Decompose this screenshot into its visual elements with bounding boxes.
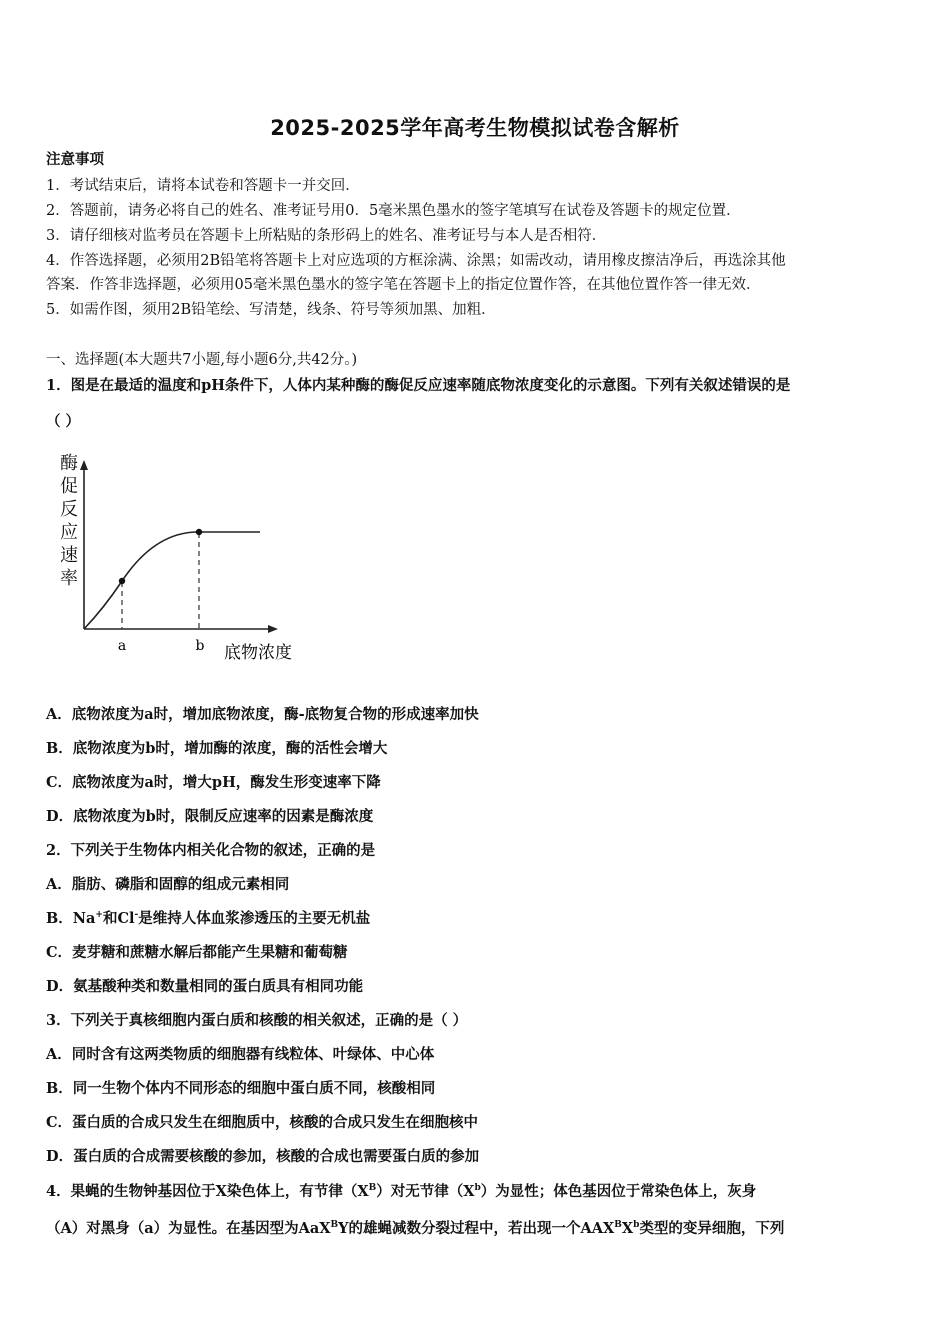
notice-item: 答案．作答非选择题，必须用05毫米黑色墨水的签字笔在答题卡上的指定位置作答，在其他位置作答一律无效．: [46, 277, 761, 293]
question-2-option-c[interactable]: C．麦芽糖和蔗糖水解后都能产生果糖和葡萄糖: [46, 944, 348, 961]
question-4-stem-line1: 4．果蝇的生物钟基因位于X染色体上，有节律$(X^B)$对无节律$(X^b)$为显性；体色基因位于常染色体上，灰身: [46, 1183, 757, 1200]
chart-svg: [52, 448, 312, 676]
question-2-option-a[interactable]: A．脂肪、磷脂和固醇的组成元素相同: [46, 876, 290, 893]
y-axis-arrow: [80, 460, 88, 470]
notice-item: 5．如需作图，须用2B铅笔绘、写清楚，线条、符号等须加黑、加粗．: [46, 302, 496, 318]
question-3-option-d[interactable]: D．蛋白质的合成需要核酸的参加，核酸的合成也需要蛋白质的参加: [46, 1148, 480, 1165]
section-heading: 一、选择题(本大题共7小题,每小题6分,共42分。): [46, 352, 358, 368]
question-3-option-a[interactable]: A．同时含有这两类物质的细胞器有线粒体、叶绿体、中心体: [46, 1046, 435, 1063]
question-3-option-c[interactable]: C．蛋白质的合成只发生在细胞质中，核酸的合成只发生在细胞核中: [46, 1114, 479, 1131]
question-2-stem: 2．下列关于生物体内相关化合物的叙述，正确的是: [46, 842, 376, 859]
notice-heading: 注意事项: [46, 151, 104, 168]
point-b: [196, 529, 202, 535]
enzyme-rate-chart: [52, 448, 312, 676]
x-axis-arrow: [268, 625, 278, 633]
notice-item: 2．答题前，请务必将自己的姓名、准考证号用0．5毫米黑色墨水的签字笔填写在试卷及答题卡的规定位置．: [46, 203, 741, 219]
x-tick-b: b: [195, 638, 205, 654]
question-2-option-d[interactable]: D．氨基酸种类和数量相同的蛋白质具有相同功能: [46, 978, 364, 995]
question-1-option-a[interactable]: A．底物浓度为a时，增加底物浓度，酶-底物复合物的形成速率加快: [46, 706, 479, 723]
chart-ylabel: 酶 促 反 应 速 率: [60, 453, 78, 589]
page-title: 2025-2025学年高考生物模拟试卷含解析: [270, 116, 680, 140]
rate-curve: [84, 532, 260, 629]
x-tick-a: a: [117, 638, 127, 654]
question-3-stem: 3．下列关于真核细胞内蛋白质和核酸的相关叙述，正确的是（ ）: [46, 1012, 468, 1029]
point-a: [119, 578, 125, 584]
notice-item: 1．考试结束后，请将本试卷和答题卡一并交回．: [46, 178, 360, 194]
question-1-blank: （ ）: [46, 413, 81, 430]
question-1-option-c[interactable]: C．底物浓度为a时，增大pH，酶发生形变速率下降: [46, 774, 381, 791]
question-4-stem-line2: （A）对黑身（a）为显性。在基因型为AaX$^B$Y的雄蝇减数分裂过程中，若出现一个$AAX^BX^b$类型的变异细胞，下列: [46, 1220, 785, 1237]
question-2-option-b[interactable]: B．Na+和Cl-是维持人体血浆渗透压的主要无机盐: [46, 910, 371, 927]
chart-xlabel: 底物浓度: [224, 643, 292, 663]
notice-item: 4．作答选择题，必须用2B铅笔将答题卡上对应选项的方框涂满、涂黑；如需改动，请用橡皮擦洁净后，再选涂其他: [46, 253, 786, 269]
notice-item: 3．请仔细核对监考员在答题卡上所粘贴的条形码上的姓名、准考证号与本人是否相符．: [46, 228, 607, 244]
question-3-option-b[interactable]: B．同一生物个体内不同形态的细胞中蛋白质不同，核酸相同: [46, 1080, 436, 1097]
question-1-option-b[interactable]: B．底物浓度为b时，增加酶的浓度，酶的活性会增大: [46, 740, 388, 757]
question-1-stem: 1．图是在最适的温度和pH条件下，人体内某种酶的酶促反应速率随底物浓度变化的示意图。下列有关叙述错误的是: [46, 377, 791, 394]
question-1-option-d[interactable]: D．底物浓度为b时，限制反应速率的因素是酶浓度: [46, 808, 374, 825]
